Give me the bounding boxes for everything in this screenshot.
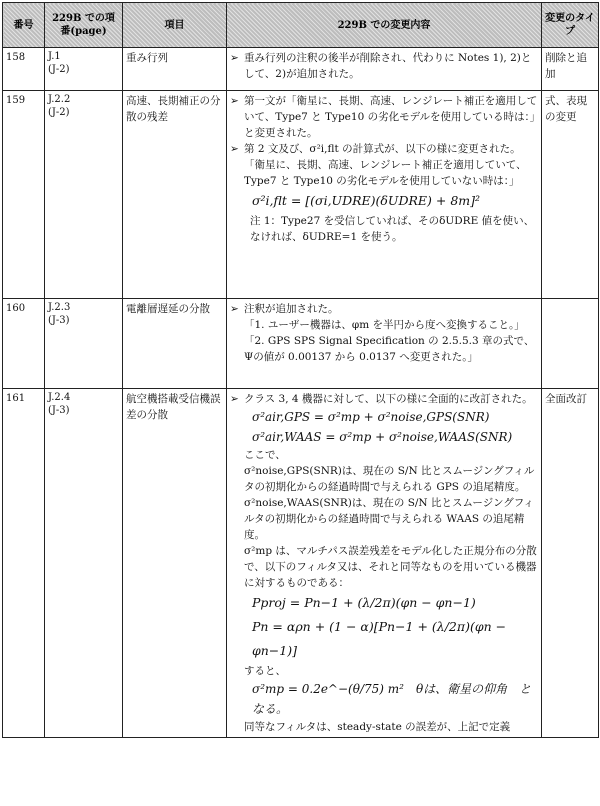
row-ref [45, 389, 123, 738]
bullet-arrow-icon: ➢ [230, 52, 239, 64]
table-row [3, 48, 599, 91]
body-text: すると、 [244, 665, 286, 677]
row-ref [45, 48, 123, 91]
quote-text: 「衛星に、長期、高速、レンジレート補正を適用していて、Type7 と Type10 の劣化モデルを使用していない時は：」 [244, 159, 527, 187]
body-text: σ²noise,GPS(SNR)は、現在の S/N 比とスムージングフィルタの初期化からの経過時間で与えられる GPS の追尾精度。 [244, 465, 535, 493]
ref-page: (J-2) [48, 64, 70, 75]
change-text: クラス 3, 4 機器に対して、以下の様に全面的に改訂された。 [244, 393, 533, 405]
header-type: 変更のタイプ [542, 3, 599, 48]
bullet-arrow-icon: ➢ [230, 303, 239, 315]
row-item: 重み行列 [123, 48, 227, 91]
header-ref: 229B での項番(page) [45, 3, 123, 48]
change-table [2, 2, 599, 738]
row-type: 全面改訂 [542, 389, 599, 738]
row-item: 航空機搭載受信機誤差の分散 [123, 389, 227, 738]
row-item: 高速、長期補正の分散の残差 [123, 91, 227, 299]
row-change [227, 91, 542, 299]
change-text: 第 2 文及び、σ²i,flt の計算式が、以下の様に変更された。 [244, 143, 521, 155]
row-change [227, 389, 542, 738]
ref-page: (J-3) [48, 405, 70, 416]
ref-section: J.2.3 [48, 302, 71, 313]
ref-section: J.1 [48, 51, 61, 62]
change-text: 重み行列の注釈の後半が削除され、代わりに Notes 1), 2)として、2)が追加された。 [244, 52, 532, 80]
bullet-arrow-icon: ➢ [230, 143, 239, 155]
note-text: 注 1：Type27 を受信していれば、そのδUDRE 値を使い、なければ、δUDRE=1 を使う。 [250, 215, 535, 243]
formula: σ²air,GPS = σ²mp + σ²noise,GPS(SNR) [252, 410, 490, 424]
formula: σ²mp = 0.2e^−(θ/75) m² θは、衛星の仰角 となる。 [252, 682, 532, 716]
row-ref [45, 91, 123, 299]
body-text: ここで、 [244, 449, 286, 461]
header-row [3, 3, 599, 48]
bullet-arrow-icon: ➢ [230, 393, 239, 405]
row-item: 電離層遅延の分散 [123, 299, 227, 389]
ref-section: J.2.2 [48, 94, 71, 105]
row-type [542, 299, 599, 389]
change-text: 注釈が追加された。 [244, 303, 339, 315]
table-row [3, 91, 599, 299]
row-type: 式、表現の変更 [542, 91, 599, 299]
row-change [227, 48, 542, 91]
ref-section: J.2.4 [48, 392, 71, 403]
row-change [227, 299, 542, 389]
quote-text: 「1. ユーザー機器は、φm を半円から度へ変換すること。」 [244, 319, 525, 331]
bullet-arrow-icon: ➢ [230, 95, 239, 107]
row-num: 158 [3, 48, 45, 91]
header-item: 項目 [123, 3, 227, 48]
body-text: 同等なフィルタは、steady-state の誤差が、上記で定義 [244, 721, 511, 733]
row-ref [45, 299, 123, 389]
row-type: 削除と追加 [542, 48, 599, 91]
formula: Pproj = Pn−1 + (λ/2π)(φn − φn−1) [252, 595, 476, 610]
ref-page: (J-3) [48, 315, 70, 326]
formula: Pn = αρn + (1 − α)[Pn−1 + (λ/2π)(φn − φn−1)] [252, 619, 507, 658]
header-num: 番号 [3, 3, 45, 48]
row-num: 161 [3, 389, 45, 738]
body-text: σ²mp は、マルチパス誤差残差をモデル化した正規分布の分散で、以下のフィルタ又は、それと同等なものを用いている機器に対するものである： [244, 545, 537, 589]
header-change: 229B での変更内容 [227, 3, 542, 48]
formula: σ²air,WAAS = σ²mp + σ²noise,WAAS(SNR) [252, 430, 513, 444]
table-row [3, 299, 599, 389]
formula: σ²i,flt = [(σi,UDRE)(δUDRE) + 8m]² [252, 193, 481, 208]
quote-text: 「2. GPS SPS Signal Specification の 2.5.5.3 章の式で、Ψの値が 0.00137 から 0.0137 へ変更された。」 [244, 335, 535, 363]
row-num: 160 [3, 299, 45, 389]
change-text: 第一文が「衛星に、長期、高速、レンジレート補正を適用していて、Type7 と Type10 の劣化モデルを使用している時は：」と変更された。 [244, 95, 538, 139]
ref-page: (J-2) [48, 107, 70, 118]
row-num: 159 [3, 91, 45, 299]
body-text: σ²noise,WAAS(SNR)は、現在の S/N 比とスムージングフィルタの初期化からの経過時間で与えられる WAAS の追尾精度。 [244, 497, 534, 541]
table-row [3, 389, 599, 738]
